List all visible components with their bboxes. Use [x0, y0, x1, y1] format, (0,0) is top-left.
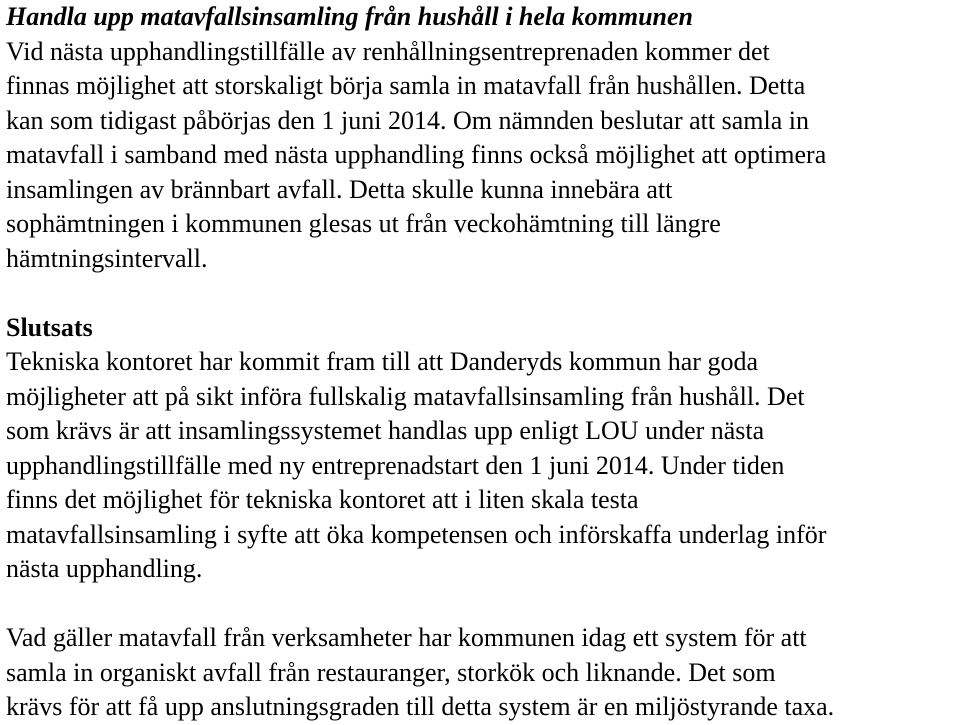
paragraph-line: matavfallsinsamling i syfte att öka kompetensen och införskaffa underlag inför: [6, 519, 827, 549]
section-slutsats: [6, 311, 960, 587]
paragraph-line: möjligheter att på sikt införa fullskalig matavfallsinsamling från hushåll. Det: [6, 381, 805, 411]
paragraph-line: samla in organiskt avfall från restauranger, storkök och liknande. Det som: [6, 657, 776, 687]
paragraph-line: matavfall i samband med nästa upphandling finns också möjlighet att optimera: [6, 140, 827, 169]
section-heading: Handla upp matavfallsinsamling från hushåll i hela kommunen: [6, 2, 694, 31]
paragraph-gap: [6, 587, 960, 622]
paragraph-line: Vid nästa upphandlingstillfälle av renhållningsentreprenaden kommer det: [6, 36, 770, 66]
paragraph-line: Tekniska kontoret har kommit fram till att Danderyds kommun har goda: [6, 347, 759, 376]
paragraph-line: insamlingen av brännbart avfall. Detta skulle kunna innebära att: [6, 174, 673, 204]
section-heading: Slutsats: [6, 312, 93, 342]
paragraph-line: hämtningsintervall.: [6, 243, 208, 273]
paragraph-line: sophämtningen i kommunen glesas ut från veckohämtning till längre: [6, 209, 721, 238]
paragraph-line: som krävs är att insamlingssystemet handlas upp enligt LOU under nästa: [6, 416, 765, 445]
section-paragraph: [6, 35, 960, 277]
paragraph-line: Vad gäller matavfall från verksamheter har kommunen idag ett system för att: [6, 623, 807, 652]
paragraph-line: finnas möjlighet att storskaligt börja samla in matavfall från hushållen. Detta: [6, 71, 806, 100]
paragraph-line: finns det möjlighet för tekniska kontoret att i liten skala testa: [6, 485, 639, 514]
section-paragraph: [6, 345, 960, 587]
paragraph-line: krävs för att få upp anslutningsgraden till detta system är en miljöstyrande taxa.: [6, 692, 835, 721]
document-page: [6, 0, 960, 725]
paragraph-line: nästa upphandling.: [6, 554, 203, 583]
paragraph-line: upphandlingstillfälle med ny entreprenadstart den 1 juni 2014. Under tiden: [6, 450, 785, 480]
paragraph-line: kan som tidigast påbörjas den 1 juni 2014. Om nämnden beslutar att samla in: [6, 105, 809, 135]
paragraph-gap: [6, 276, 960, 311]
section-verksamheter: [6, 621, 960, 725]
section-paragraph: [6, 621, 960, 725]
section-matavfall-hushall: [6, 0, 960, 276]
